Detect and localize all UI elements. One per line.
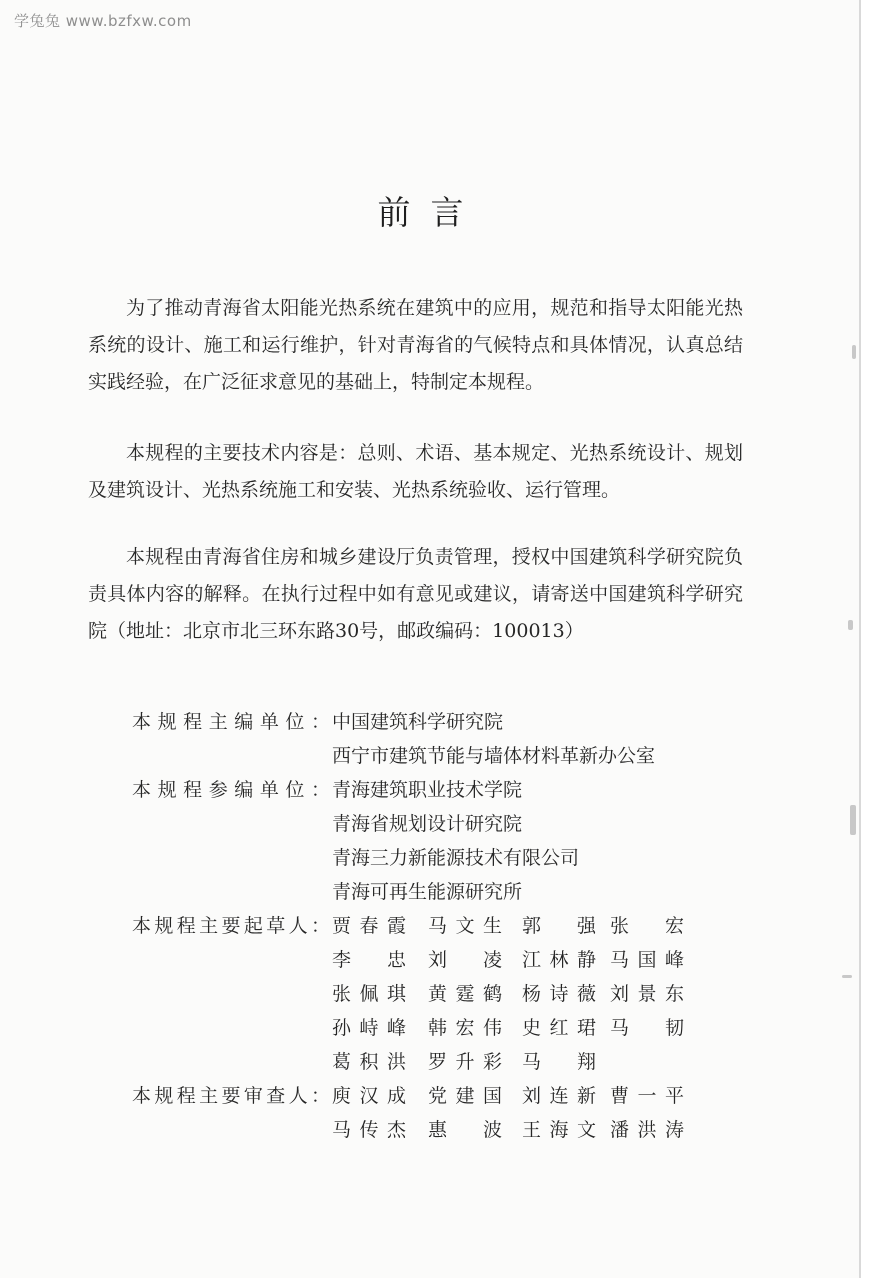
drafters-row bbox=[132, 1045, 752, 1079]
drafter-name: 史红珺 bbox=[522, 1017, 596, 1039]
paragraph-purpose bbox=[88, 290, 743, 401]
drafters-row bbox=[132, 909, 752, 943]
reviewer-name: 刘连新 bbox=[522, 1085, 596, 1107]
drafters-row bbox=[132, 1011, 752, 1045]
participating-unit-item: 青海三力新能源技术有限公司 bbox=[332, 847, 580, 869]
drafters-label: 本规程主要起草人： bbox=[132, 915, 330, 937]
participating-units-row bbox=[132, 875, 752, 909]
drafter-name: 江林静 bbox=[522, 949, 596, 971]
participating-units-row bbox=[132, 807, 752, 841]
scan-speck bbox=[848, 620, 853, 630]
drafter-name: 张佩琪 bbox=[332, 983, 406, 1005]
drafter-name: 贾春霞 bbox=[332, 915, 406, 937]
reviewers-row bbox=[132, 1079, 752, 1113]
drafters-row bbox=[132, 943, 752, 977]
drafter-name: 张宏 bbox=[610, 915, 684, 937]
scan-speck bbox=[852, 345, 856, 359]
chief-units-row bbox=[132, 739, 752, 773]
paragraph-text: 本规程由青海省住房和城乡建设厅负责管理，授权中国建筑科学研究院负责具体内容的解释。在执行过程中如有意见或建议，请寄送中国建筑科学研究院（地址：北京市北三环东路30号，邮政编码：100013） bbox=[88, 546, 743, 642]
reviewer-name: 王海文 bbox=[522, 1119, 596, 1141]
participating-unit-item: 青海建筑职业技术学院 bbox=[332, 779, 523, 801]
drafter-name: 刘景东 bbox=[610, 983, 684, 1005]
scan-speck bbox=[850, 805, 856, 835]
drafter-name: 郭强 bbox=[522, 915, 596, 937]
page-title: 前言 bbox=[377, 193, 484, 232]
chief-unit-item: 西宁市建筑节能与墙体材料革新办公室 bbox=[332, 745, 656, 767]
drafter-name: 葛积洪 bbox=[332, 1051, 406, 1073]
drafter-name: 马文生 bbox=[428, 915, 502, 937]
paragraph-text: 本规程的主要技术内容是：总则、术语、基本规定、光热系统设计、规划及建筑设计、光热系统施工和安装、光热系统验收、运行管理。 bbox=[88, 442, 743, 501]
paragraph-contents bbox=[88, 435, 743, 509]
chief-unit-item: 中国建筑科学研究院 bbox=[332, 711, 504, 733]
drafter-name: 罗升彩 bbox=[428, 1051, 502, 1073]
drafter-name: 孙峙峰 bbox=[332, 1017, 406, 1039]
chief-units-label: 本规程主编单位： bbox=[132, 711, 330, 733]
participating-units-label: 本规程参编单位： bbox=[132, 779, 330, 801]
drafters-row bbox=[132, 977, 752, 1011]
reviewer-name: 党建国 bbox=[428, 1085, 502, 1107]
reviewer-name: 曹一平 bbox=[610, 1085, 684, 1107]
reviewer-name: 潘洪涛 bbox=[610, 1119, 684, 1141]
paragraph-management bbox=[88, 539, 743, 650]
drafter-name: 马韧 bbox=[610, 1017, 684, 1039]
reviewer-name: 马传杰 bbox=[332, 1119, 406, 1141]
reviewers-label: 本规程主要审查人： bbox=[132, 1085, 330, 1107]
drafter-name: 李忠 bbox=[332, 949, 406, 971]
reviewer-name: 惠波 bbox=[428, 1119, 502, 1141]
paragraph-text: 为了推动青海省太阳能光热系统在建筑中的应用，规范和指导太阳能光热系统的设计、施工和运行维护，针对青海省的气候特点和具体情况，认真总结实践经验，在广泛征求意见的基础上，特制定本规程。 bbox=[88, 297, 743, 393]
participating-units-row bbox=[132, 841, 752, 875]
drafter-name: 马翔 bbox=[522, 1051, 596, 1073]
chief-units-row bbox=[132, 705, 752, 739]
drafter-name: 杨诗薇 bbox=[522, 983, 596, 1005]
participating-units-row bbox=[132, 773, 752, 807]
watermark: 学兔兔 www.bzfxw.com bbox=[14, 12, 192, 30]
reviewer-name: 庾汉成 bbox=[332, 1085, 406, 1107]
credits-section bbox=[132, 705, 752, 1147]
drafter-name: 刘凌 bbox=[428, 949, 502, 971]
participating-unit-item: 青海可再生能源研究所 bbox=[332, 881, 523, 903]
drafter-name: 马国峰 bbox=[610, 949, 684, 971]
reviewers-row bbox=[132, 1113, 752, 1147]
drafter-name: 韩宏伟 bbox=[428, 1017, 502, 1039]
scan-speck bbox=[842, 975, 852, 978]
drafter-name: 黄霆鹤 bbox=[428, 983, 502, 1005]
participating-unit-item: 青海省规划设计研究院 bbox=[332, 813, 523, 835]
